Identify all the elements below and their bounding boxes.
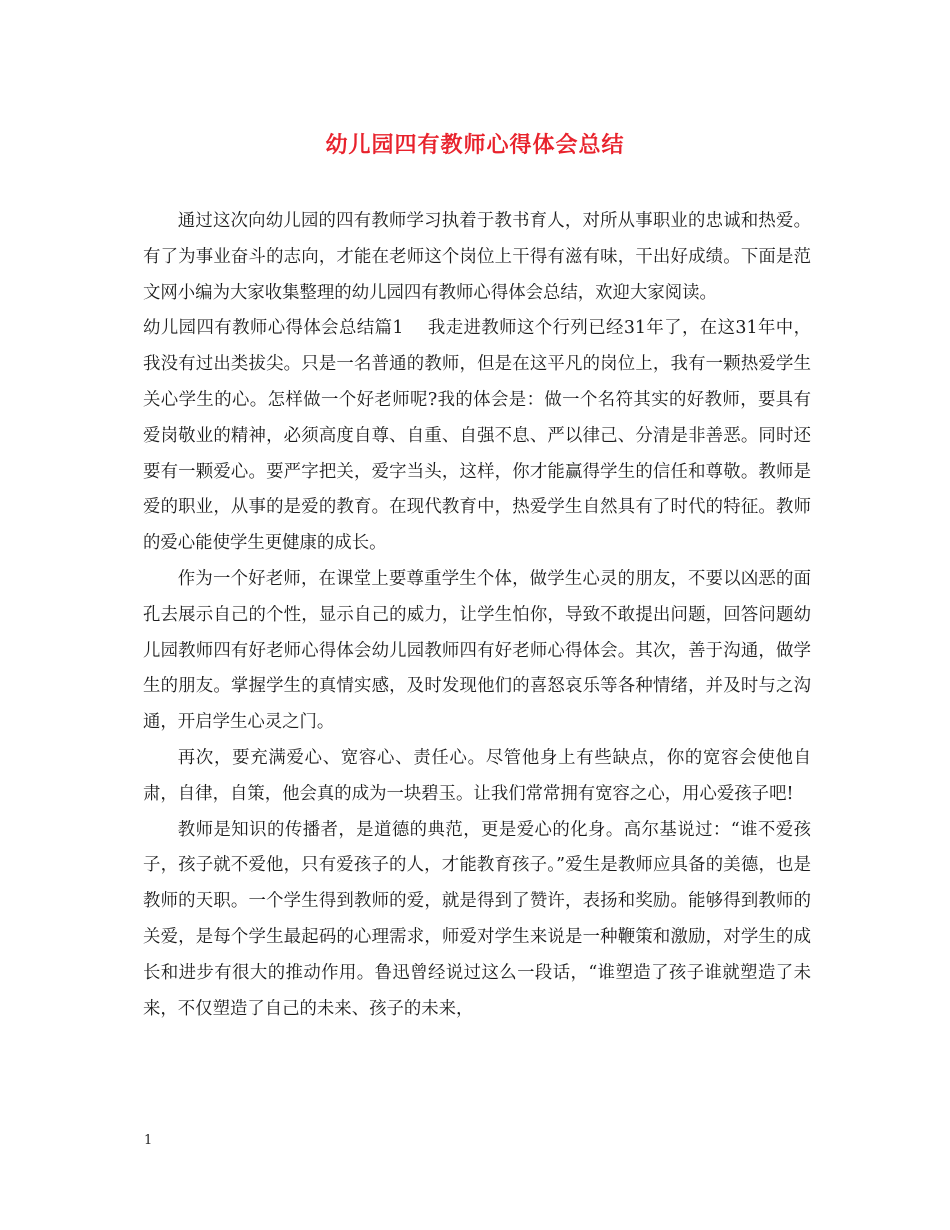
- page-number: 1: [144, 1133, 153, 1148]
- body-paragraph: 教师是知识的传播者，是道德的典范，更是爱心的化身。高尔基说过：“谁不爱孩子，孩子就不爱他，只有爱孩子的人，才能教育孩子。”爱生是教师应具备的美德，也是教师的天职。一个学生得到教师的爱，就是得到了赞许，表扬和奖励。能够得到教师的关爱，是每个学生最起码的心理需求，师爱对学生来说是一种鞭策和激励，对学生的成长和进步有很大的推动作用。鲁迅曾经说过这么一段话，“谁塑造了孩子谁就塑造了未来，不仅塑造了自己的未来、孩子的未来，: [143, 819, 811, 1019]
- document-body: [143, 204, 811, 1027]
- section-heading: 幼儿园四有教师心得体会总结篇1: [143, 318, 404, 339]
- body-paragraph: 作为一个好老师，在课堂上要尊重学生个体，做学生心灵的朋友，不要以凶恶的面孔去展示自己的个性，显示自己的威力，让学生怕你，导致不敢提出问题，回答问题幼儿园教师四有好老师心得体会幼儿园教师四有好老师心得体会。其次，善于沟通，做学生的朋友。掌握学生的真情实感，及时发现他们的喜怒哀乐等各种情绪，并及时与之沟通，开启学生心灵之门。: [143, 568, 811, 733]
- body-paragraph: 再次，要充满爱心、宽容心、责任心。尽管他身上有些缺点，你的宽容会使他自肃，自律，自策，他会真的成为一块碧玉。让我们常常拥有宽容之心，用心爱孩子吧!: [143, 747, 811, 804]
- intro-paragraph: 通过这次向幼儿园的四有教师学习执着于教书育人，对所从事职业的忠诚和热爱。有了为事业奋斗的志向，才能在老师这个岗位上干得有滋有味，干出好成绩。下面是范文网小编为大家收集整理的幼儿园四有教师心得体会总结，欢迎大家阅读。: [143, 211, 811, 303]
- section-paragraph: [143, 311, 811, 562]
- section-first-paragraph: 我走进教师这个行列已经31年了，在这31年中，我没有过出类拔尖。只是一名普通的教师，但是在这平凡的岗位上，我有一颗热爱学生关心学生的心。怎样做一个好老师呢?我的体会是：做一个名符其实的好教师，要具有爱岗敬业的精神，必须高度自尊、自重、自强不息、严以律己、分清是非善恶。同时还要有一颗爱心。要严字把关，爱字当头，这样，你才能赢得学生的信任和尊敬。教师是爱的职业，从事的是爱的教育。在现代教育中，热爱学生自然具有了时代的特征。教师的爱心能使学生更健康的成长。: [143, 318, 811, 554]
- document-title: 幼儿园四有教师心得体会总结: [325, 132, 625, 158]
